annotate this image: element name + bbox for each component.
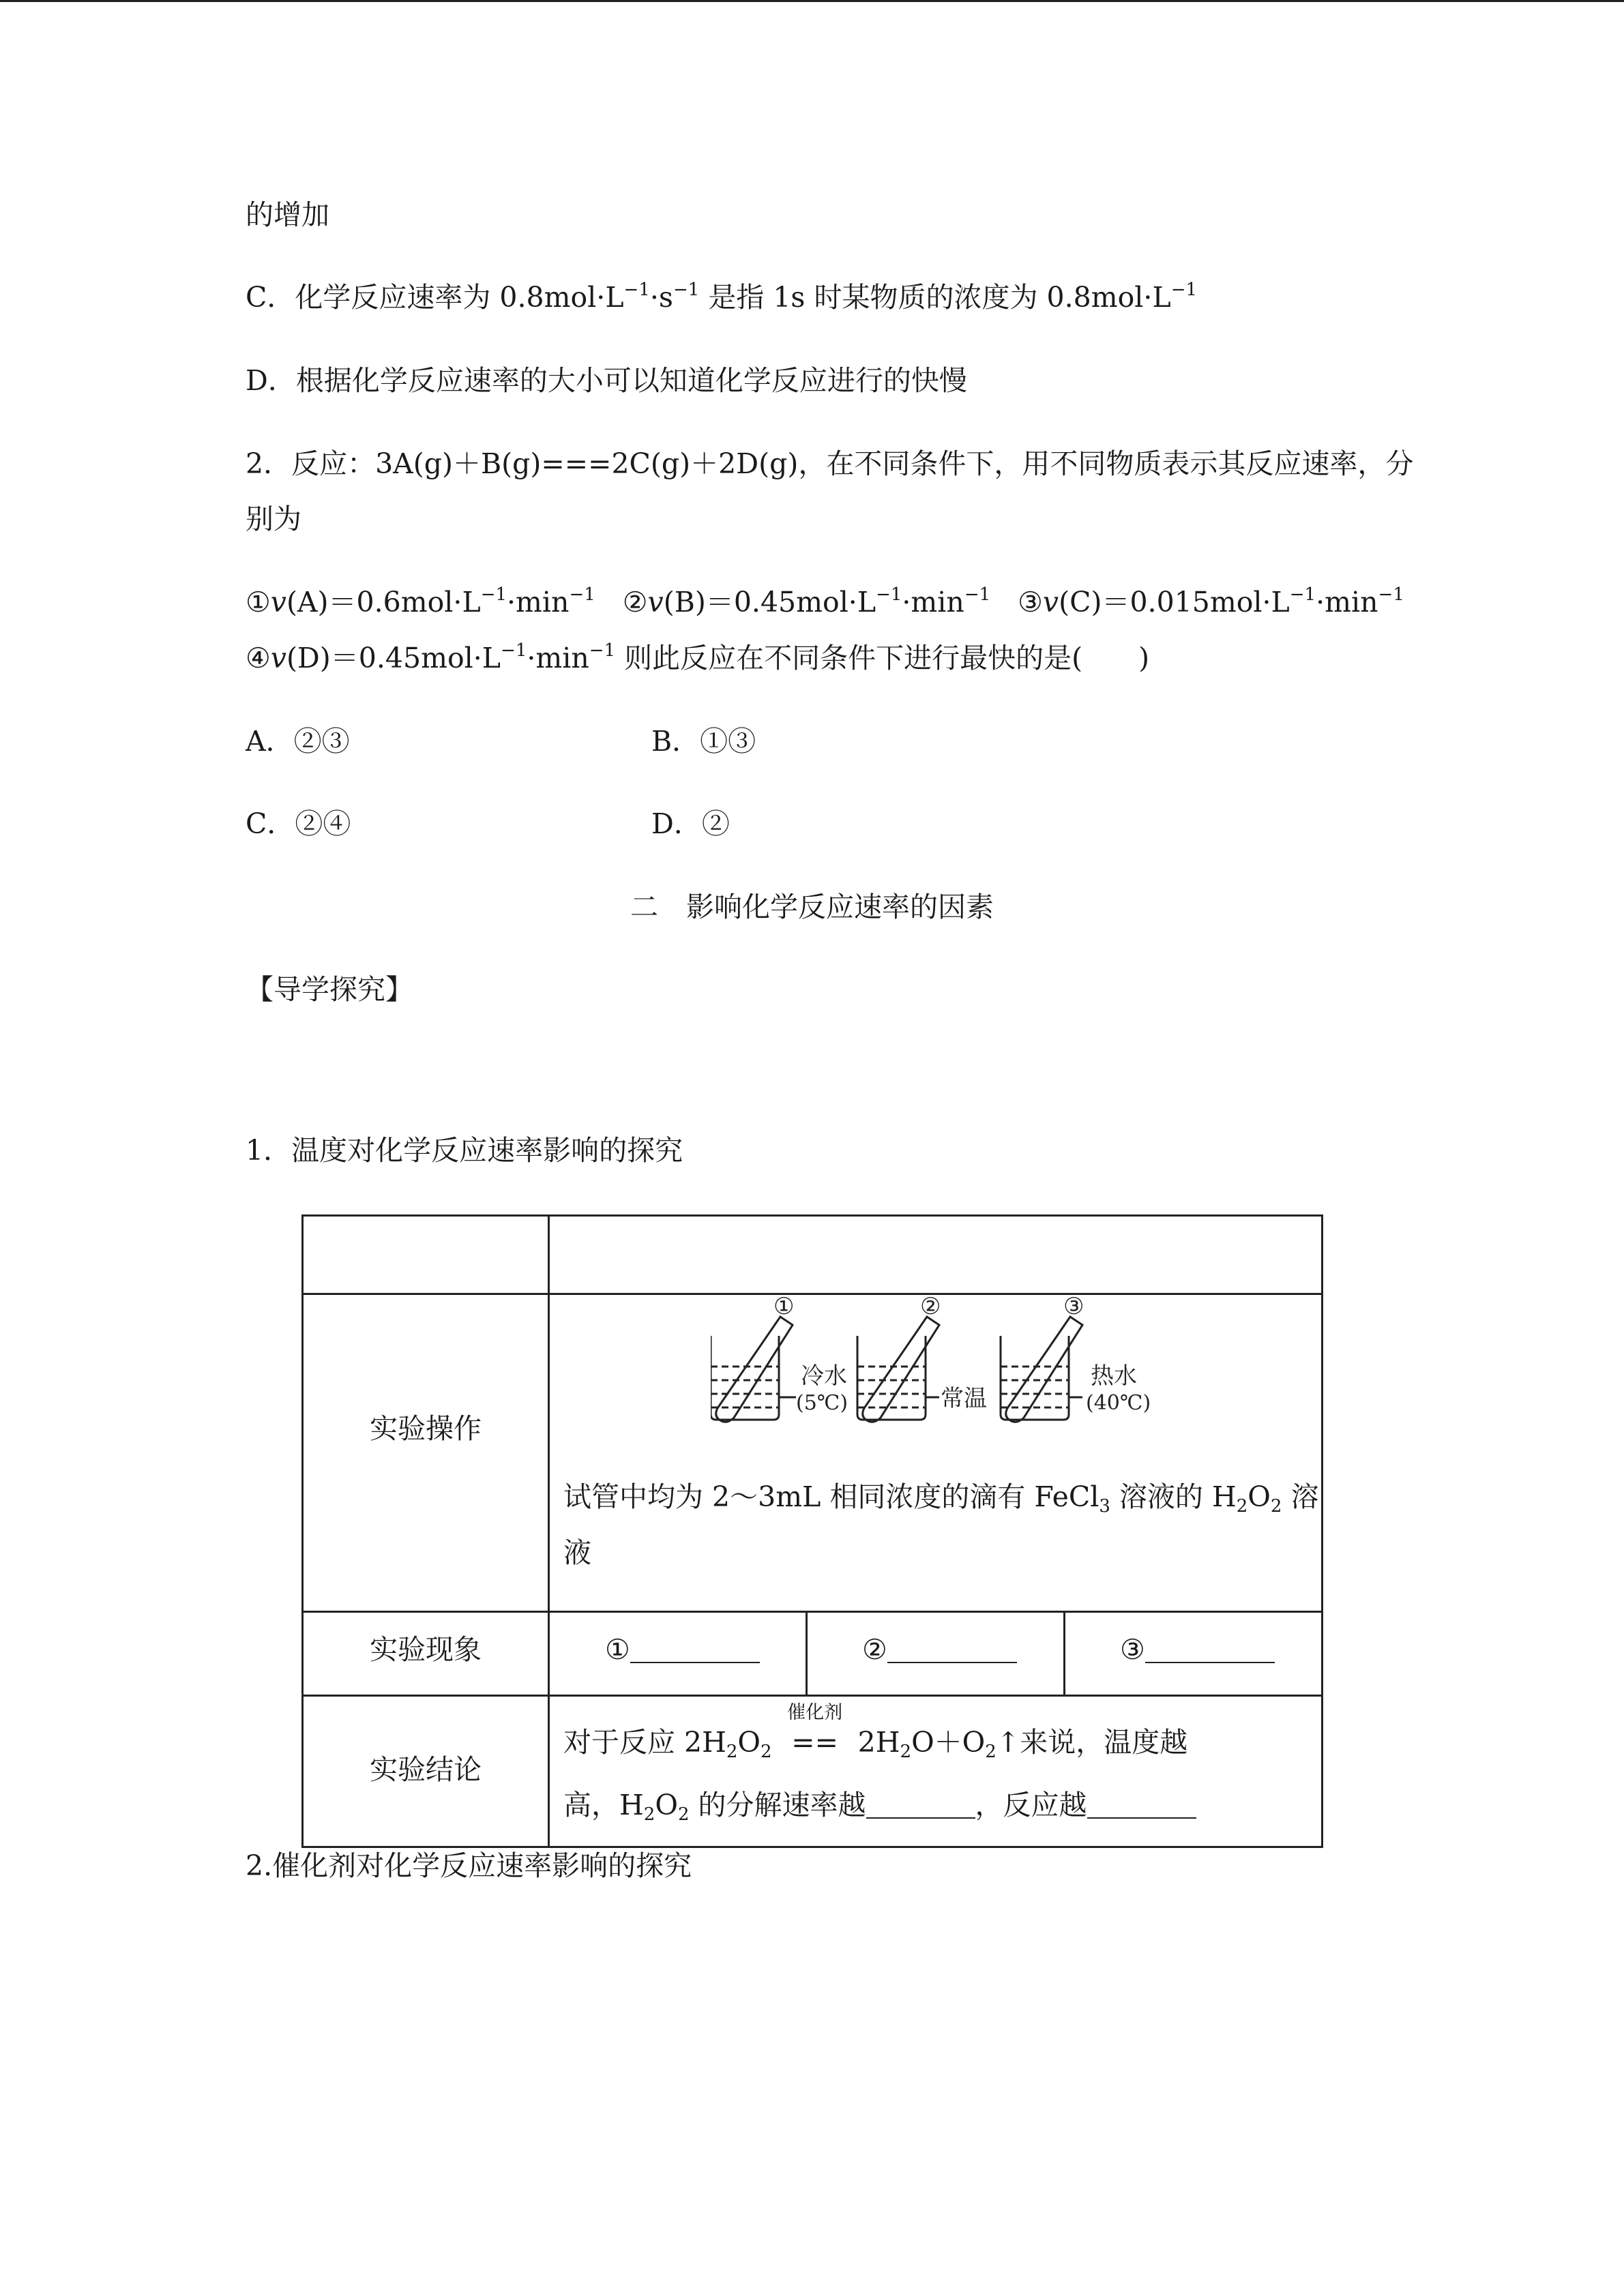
phenomenon-2: ② — [862, 1630, 1017, 1669]
phenomenon-1: ① — [605, 1630, 760, 1669]
section-heading: 二 影响化学反应速率的因素 — [630, 891, 994, 923]
reaction-blank[interactable] — [1087, 1787, 1196, 1819]
option-b-continuation: 的增加 — [246, 198, 329, 231]
cold-temp-label: (5℃) — [796, 1391, 848, 1415]
page-border — [0, 0, 1624, 2]
rate-blank[interactable] — [866, 1787, 975, 1819]
experiment-table — [301, 1214, 1323, 1848]
rates-line-1: $①v(A)=0.6mol\cdot L^{-1}\cdot\min^{-1}$ $②v(B)=0.45mol\cdot L^{-1}\cdot\min^{-1}$ $③v(C)=0.015mol\cdot L^{-1}\cdot\min^{-1}$ — [246, 584, 1404, 618]
tube-label-2: ② — [920, 1295, 941, 1320]
room-temp-label: 常温 — [941, 1385, 987, 1412]
row-label-phenomenon: 实验现象 — [370, 1633, 482, 1666]
test-tube-figure — [711, 1295, 1461, 1445]
operation-description: 试管中均为 2～3mL 相同浓度的滴有 FeCl$_3$ 溶液的 $H_2O_2$ 溶 — [563, 1480, 1319, 1517]
phenomenon-3: ③ — [1120, 1630, 1275, 1669]
hot-water-label: 热水 — [1091, 1362, 1137, 1390]
beaker-3 — [1001, 1317, 1082, 1422]
question-2-stem: 2．反应：3A(g)＋B(g)===2C(g)＋2D(g)，在不同条件下，用不同物质表示其反应速率，分 — [246, 447, 1414, 480]
tube-label-1: ① — [773, 1295, 795, 1320]
beaker-1 — [711, 1317, 796, 1422]
answer-d: D．② — [651, 807, 730, 840]
conclusion-line-2: 高，$H_2O_2$ 的分解速率越 ，反应越 — [563, 1786, 1196, 1824]
answer-b: B．①③ — [651, 725, 756, 758]
guide-label: 【导学探究】 — [246, 973, 413, 1006]
option-c: C．化学反应速率为 $0.8mol\cdot L^{-1}\cdot s^{-1}$ 是指 1s 时某物质的浓度为 $0.8mol\cdot L^{-1}$ — [246, 280, 1198, 314]
operation-description-cont: 液 — [563, 1536, 591, 1569]
experiment-1-title: 1．温度对化学反应速率影响的探究 — [246, 1134, 683, 1167]
row-label-operation: 实验操作 — [370, 1412, 482, 1445]
question-2-stem-cont: 别为 — [246, 503, 301, 535]
experiment-2-title: 2.催化剂对化学反应速率影响的探究 — [246, 1849, 692, 1882]
tube-label-3: ③ — [1063, 1295, 1084, 1320]
hot-temp-label: (40℃) — [1086, 1391, 1151, 1415]
phenomenon-3-blank[interactable] — [1145, 1632, 1275, 1663]
rates-line-2: $④v(D)=0.45mol\cdot L^{-1}\cdot\min^{-1}$ 则此反应在不同条件下进行最快的是( ) — [246, 640, 1150, 674]
answer-c: C．②④ — [246, 807, 351, 840]
phenomenon-2-blank[interactable] — [887, 1632, 1017, 1663]
conclusion-line-1: 对于反应 $2H_2O_2$ 催化剂 == $2H_2O+O_2↑$来说，温度越 — [563, 1702, 1188, 1762]
answer-a: A．②③ — [246, 725, 350, 758]
phenomenon-1-blank[interactable] — [630, 1632, 760, 1663]
cold-water-label: 冷水 — [801, 1362, 847, 1390]
option-d: D．根据化学反应速率的大小可以知道化学反应进行的快慢 — [246, 364, 967, 397]
row-label-conclusion: 实验结论 — [370, 1753, 482, 1786]
beaker-2 — [857, 1317, 939, 1422]
catalyst-equals-sign: 催化剂 == — [787, 1702, 843, 1759]
